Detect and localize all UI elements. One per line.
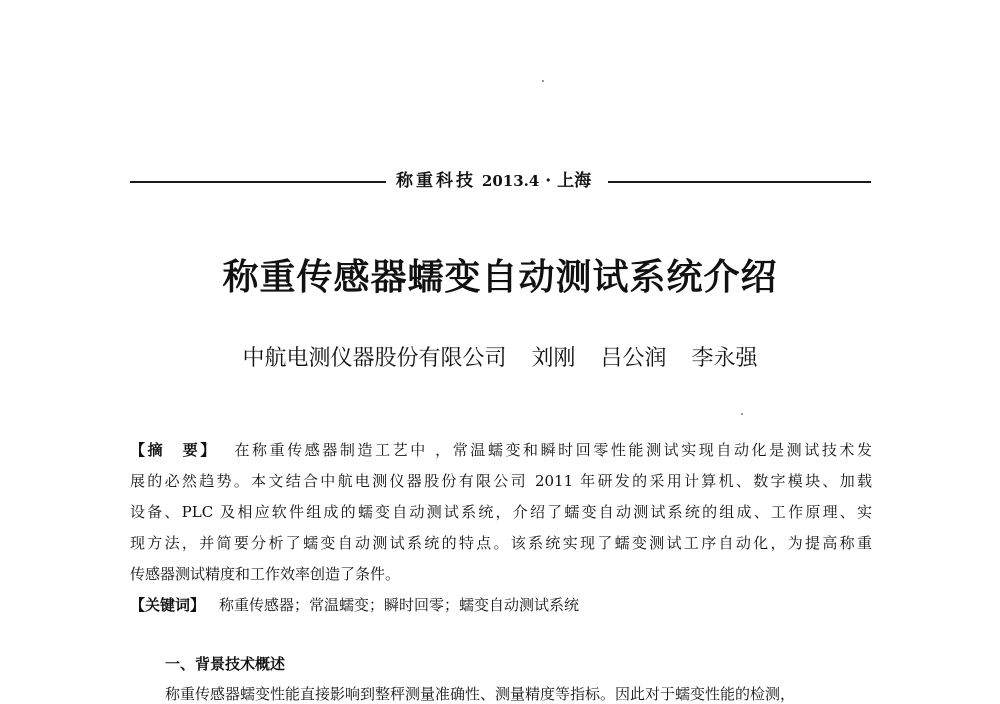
keywords-line [130,595,579,615]
keywords-text: 称重传感器；常温蠕变；瞬时回零；蠕变自动测试系统 [219,596,580,614]
abstract-line [130,440,872,460]
paper-title: 称重传感器蠕变自动测试系统介绍 [222,257,778,298]
section-heading: 一、背景技术概述 [165,655,286,673]
scan-speck [741,413,743,415]
journal-name: 称重科技 [396,171,476,191]
author-affiliation: 中航电测仪器股份有限公司 [242,346,507,371]
abstract-line: 传感器测试精度和工作效率创造了条件。 [130,565,401,583]
header-rule-left [130,181,386,183]
journal-issue: 2013.4 [481,172,540,190]
body-text-line: 称重传感器蠕变性能直接影响到整秤测量准确性、测量精度等指标。因此对于蠕变性能的检测， [165,685,796,703]
header-rule-right [608,181,871,183]
abstract-line: 展的必然趋势。本文结合中航电测仪器股份有限公司 2011 年研发的采用计算机、数字模块、加载 [130,472,872,490]
journal-location: 上海 [557,171,592,191]
abstract-line: 设备、PLC 及相应软件组成的蠕变自动测试系统，介绍了蠕变自动测试系统的组成、工作原理、实 [130,503,872,521]
abstract-line: 现方法，并简要分析了蠕变自动测试系统的特点。该系统实现了蠕变测试工序自动化，为提高称重 [130,534,872,552]
keywords-label: 【关键词】 [130,596,206,614]
author-name: 刘刚 [531,346,576,371]
author-name: 李永强 [691,346,758,371]
scan-speck [542,80,544,82]
author-name: 吕公润 [600,346,667,371]
author-line [0,344,1000,374]
abstract-text: 在称重传感器制造工艺中 ，常温蠕变和瞬时回零性能测试实现自动化是测试技术发 [231,441,872,459]
journal-header [396,170,591,192]
header-separator: · [545,171,552,191]
abstract-label: 【摘 要】 [130,441,218,459]
